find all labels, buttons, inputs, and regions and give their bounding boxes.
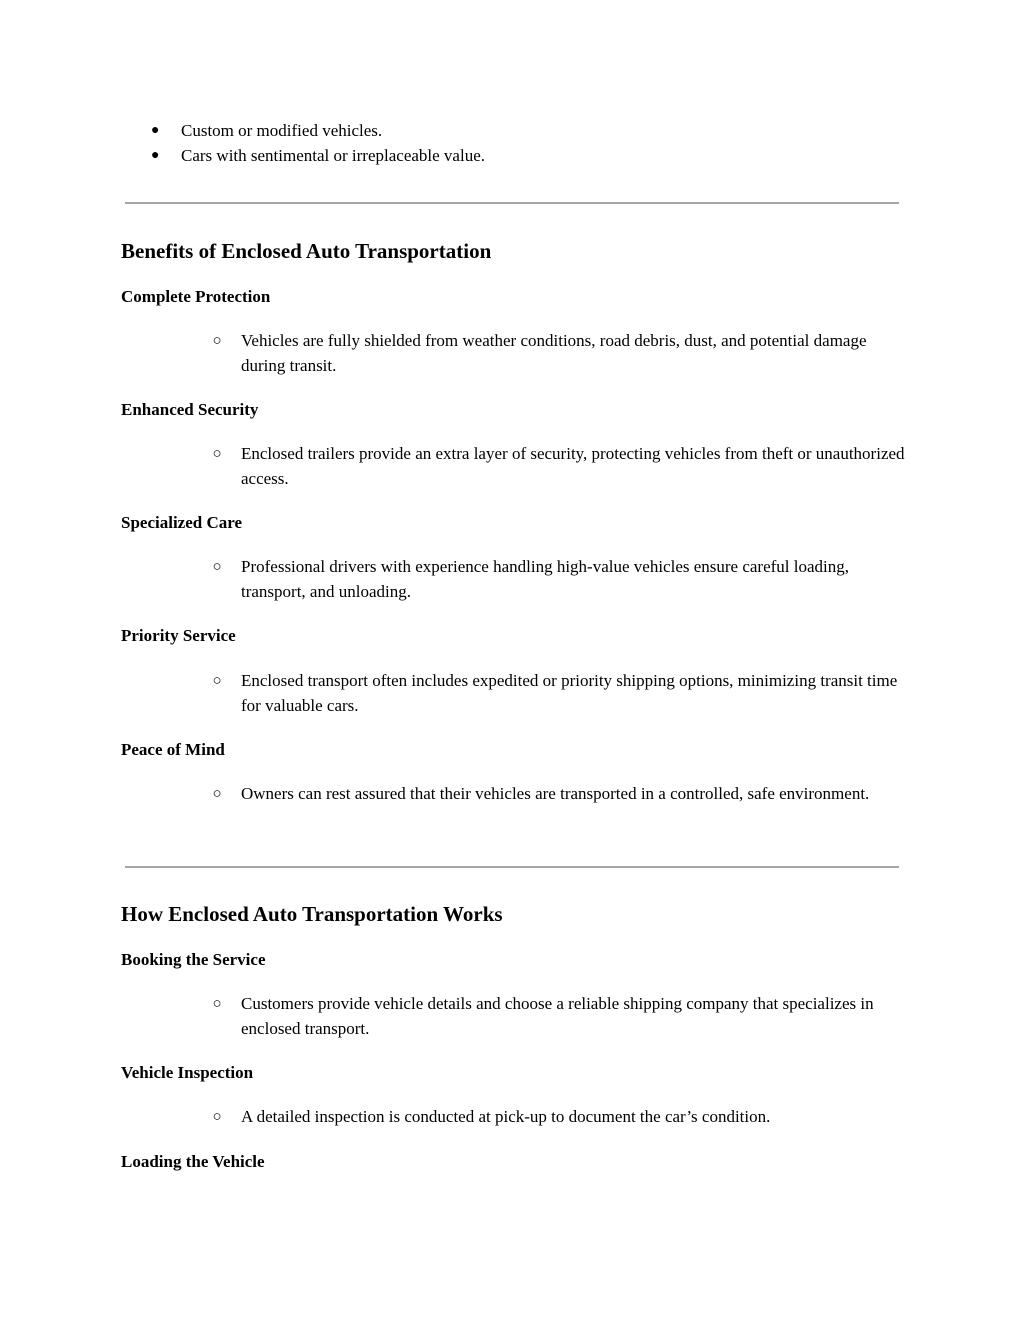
list-item-text: Customers provide vehicle details and choose a reliable shipping company that specializes in enclosed transport. <box>241 994 874 1038</box>
section-title-benefits: Benefits of Enclosed Auto Transportation <box>121 239 492 263</box>
list-item <box>205 992 905 1041</box>
subheading: Enhanced Security <box>121 400 259 419</box>
list-item-text: A detailed inspection is conducted at pick-up to document the car’s condition. <box>241 1107 771 1126</box>
circle-bullet-icon: ○ <box>212 559 222 575</box>
subheading: Specialized Care <box>121 513 243 532</box>
horizontal-divider <box>125 202 899 204</box>
circle-bullet-icon: ○ <box>212 996 222 1012</box>
subheading: Priority Service <box>121 626 236 645</box>
list-item-text: Owners can rest assured that their vehicles are transported in a controlled, safe environment. <box>241 784 870 803</box>
subheading: Loading the Vehicle <box>121 1152 265 1171</box>
list-item-text: Vehicles are fully shielded from weather conditions, road debris, dust, and potential damage during transit. <box>241 331 867 375</box>
subheading: Peace of Mind <box>121 740 225 759</box>
list-item-text: Enclosed transport often includes expedited or priority shipping options, minimizing transit time for valuable cars. <box>241 671 898 715</box>
circle-bullet-icon: ○ <box>212 446 222 462</box>
list-item <box>205 442 905 491</box>
list-item <box>205 782 905 807</box>
list-item <box>205 555 905 604</box>
section-title-how-it-works: How Enclosed Auto Transportation Works <box>121 902 503 926</box>
list-item-text: Professional drivers with experience handling high-value vehicles ensure careful loading, transport, and unloading. <box>241 557 850 601</box>
bullet-text: Cars with sentimental or irreplaceable value. <box>181 145 485 165</box>
horizontal-divider <box>125 866 899 868</box>
bullet-text: Custom or modified vehicles. <box>181 121 383 140</box>
subheading: Complete Protection <box>121 287 271 306</box>
bullet-dot-icon: ● <box>151 147 160 163</box>
list-item <box>205 669 905 718</box>
bullet-item <box>121 144 901 169</box>
list-item <box>205 329 905 378</box>
circle-bullet-icon: ○ <box>212 786 222 802</box>
subheading: Booking the Service <box>121 950 266 969</box>
subheading: Vehicle Inspection <box>121 1063 254 1082</box>
circle-bullet-icon: ○ <box>212 673 222 689</box>
intro-bullet-list <box>121 119 901 168</box>
list-item-text: Enclosed trailers provide an extra layer of security, protecting vehicles from theft or unauthorized access. <box>241 444 905 488</box>
bullet-dot-icon: ● <box>151 123 160 138</box>
circle-bullet-icon: ○ <box>212 1109 222 1125</box>
bullet-item <box>121 119 901 144</box>
circle-bullet-icon: ○ <box>212 333 222 349</box>
list-item <box>205 1105 905 1130</box>
